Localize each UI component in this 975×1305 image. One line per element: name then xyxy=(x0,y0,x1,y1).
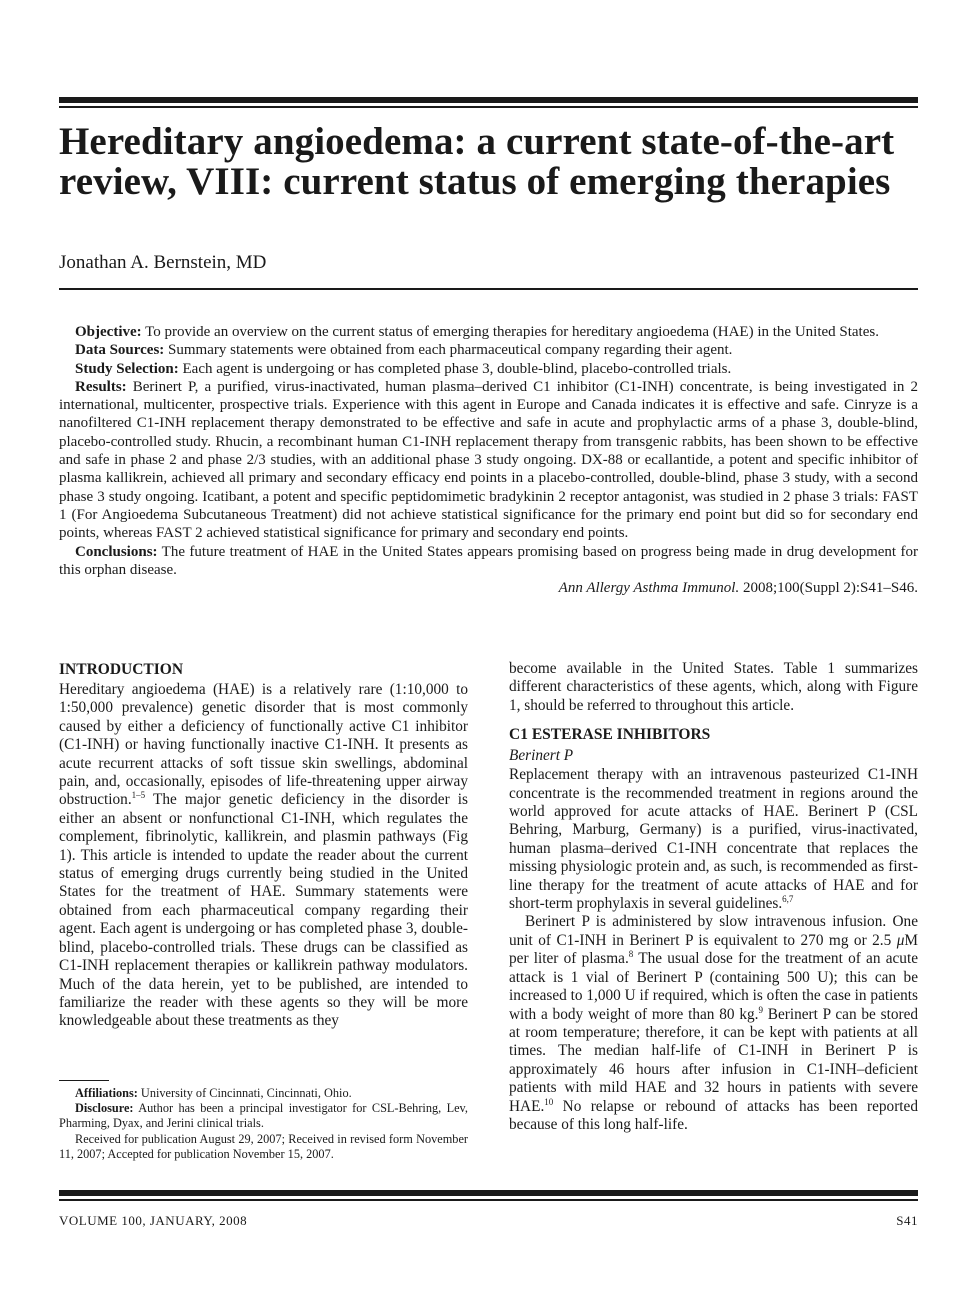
intro-text-a: Hereditary angioedema (HAE) is a relatively rare (1:10,000 to 1:50,000 prevalence) genetic disorder that is most commonly caused by either a deficiency of functionally active C1 inhibitor (C1-INH) or having functionally inactive C1-INH. It presents as acute recurrent attacks of soft tissue skin swellings, abdominal pain, and, occasionally, episodes of life-threatening upper airway obstruction. xyxy=(59,681,468,809)
intro-text-b: The major genetic deficiency in the disorder is either an absent or nonfunctional C1-INH, which regulates the complement, fibrinolytic, kallikrein, and plasmin pathways (Fig 1). This article is intended to update the reader about the current status of emerging drugs currently being studied in the United States for the treatment of HAE. Summary statements were obtained from each pharmaceutical company regarding their agent. Each agent is undergoing or has completed phase 3, double-blind, placebo-controlled trials. These drugs can be classified as C1-INH replacement therapies or kallikrein pathway modulators. Much of the data herein, yet to be published, are intended to familiarize the reader with these agents so they will be more knowledgeable about these treatments as they xyxy=(59,791,468,1030)
abstract-results xyxy=(59,378,918,543)
intro-ref: 1–5 xyxy=(131,790,146,801)
top-thick-rule xyxy=(59,97,918,103)
citation-journal: Ann Allergy Asthma Immunol. xyxy=(558,580,740,597)
berinert-p1-ref: 6,7 xyxy=(782,893,794,904)
affiliations-label: Affiliations: xyxy=(75,1086,138,1100)
objective-text: To provide an overview on the current status of emerging therapies for hereditary angioedema (HAE) in the United States. xyxy=(141,324,879,340)
footnote-affiliations xyxy=(59,1086,468,1101)
berinert-p2-c: The usual dose for the treatment of an acute attack is 1 vial of Berinert P (containing 500 U); this can be increased to 1,000 U if required, which is often the case in patients with a body weight of more than 80 kg. xyxy=(509,950,918,1023)
footer-volume: VOLUME 100, JANUARY, 2008 xyxy=(59,1213,248,1228)
abstract-data-sources xyxy=(59,341,918,359)
disclosure-label: Disclosure: xyxy=(75,1101,134,1116)
right-column xyxy=(509,660,918,1134)
berinert-p2-ref-1: 8 xyxy=(628,949,634,960)
introduction-paragraph xyxy=(59,681,468,1031)
footnotes xyxy=(59,1086,468,1162)
citation-details: 2008;100(Suppl 2):S41–S46. xyxy=(739,580,918,597)
bottom-thin-rule xyxy=(59,1199,918,1201)
introduction-continued: become available in the United States. Table 1 summarizes different characteristics of these agents, which, along with Figure 1, should be referred to throughout this article. xyxy=(509,660,918,714)
berinert-subheading: Berinert P xyxy=(509,747,574,765)
article-author: Jonathan A. Bernstein, MD xyxy=(59,252,267,273)
footnote-disclosure xyxy=(59,1101,468,1131)
study-selection-label: Study Selection: xyxy=(75,360,179,377)
berinert-p2-ref-3: 10 xyxy=(544,1096,554,1107)
mu-symbol: μ xyxy=(896,931,905,949)
study-selection-text: Each agent is undergoing or has completed phase 3, double-blind, placebo-controlled trials. xyxy=(178,360,732,377)
berinert-p2-d: Berinert P can be stored at room temperature; therefore, it can be kept with patients at all times. The median half-life of C1-INH in Berinert P is approximately 46 hours after infusion in C1-INH–deficient patients with mild HAE and 32 hours in patients with severe HAE. xyxy=(509,1005,919,1115)
berinert-paragraph-1 xyxy=(509,766,918,913)
bottom-thick-rule xyxy=(59,1190,918,1196)
disclosure-text: Author has been a principal investigator for CSL-Behring, Lev, Pharming, Dyax, and Jerini clinical trials. xyxy=(59,1101,468,1131)
top-thin-rule xyxy=(59,106,918,108)
conclusions-text: The future treatment of HAE in the United States appears promising based on progress being made in drug development for this orphan disease. xyxy=(59,543,918,578)
results-label: Results: xyxy=(75,378,127,395)
author-rule xyxy=(59,288,918,290)
data-sources-label: Data Sources: xyxy=(75,342,165,359)
article-title: Hereditary angioedema: a current state-of-the-art review, VIII: current status of emerging therapies xyxy=(59,120,895,203)
results-text: Berinert P, a purified, virus-inactivated, human plasma–derived C1 inhibitor (C1-INH) concentrate, is being investigated in 2 international, multicenter, prospective trials. Experience with this agent in Europe and Canada indicates it is effective and safe. Cinryze is a nanofiltered C1-INH replacement therapy demonstrated to be effective and safe in acute and prophylactic arms of a phase 3, double-blind, placebo-controlled study. Rhucin, a recombinant human C1-INH replacement therapy from transgenic rabbits, has been shown to be effective and safe in phase 2 and phase 2/3 studies, with an additional phase 3 study ongoing. DX-88 or ecallantide, a potent and specific inhibitor of plasma kallikrein, achieved all primary and secondary efficacy end points in a placebo-controlled, double-blind, phase 3 study, with a second phase 3 study ongoing. Icatibant, a potent and specific peptidomimetic bradykinin 2 receptor antagonist, was studied in 2 phase 3 trials: FAST 1 (For Angioedema Subcutaneous Treatment) did not achieve statistical significance for the primary end point but did so for secondary end points, whereas FAST 2 achieved statistical significance for primary and secondary end points. xyxy=(59,378,918,542)
introduction-heading: INTRODUCTION xyxy=(59,661,184,678)
footnote-received: Received for publication August 29, 2007; Received in revised form November 11, 2007; Accepted for publication November 15, 2007. xyxy=(59,1131,468,1161)
abstract-conclusions xyxy=(59,543,918,580)
citation xyxy=(59,579,918,597)
footer-page-number: S41 xyxy=(896,1213,918,1228)
berinert-p2-ref-2: 9 xyxy=(758,1004,763,1015)
left-column xyxy=(59,660,468,1031)
berinert-paragraph-2 xyxy=(509,913,918,1134)
abstract xyxy=(59,323,918,597)
footnote-separator xyxy=(59,1080,109,1081)
berinert-p1-text: Replacement therapy with an intravenous pasteurized C1-INH concentrate is the recommended treatment in regions around the world approved for acute attacks of HAE. Berinert P (CSL Behring, Marburg, Germany) is a purified, virus-inactivated, human plasma–derived C1-INH concentrate that replaces the missing physiologic protein and, as such, is recommended as first-line therapy for the treatment of acute attacks of HAE and for short-term prophylaxis in several guidelines. xyxy=(509,766,918,913)
objective-label: Objective: xyxy=(75,324,142,340)
berinert-p2-b: M per liter of plasma. xyxy=(509,931,918,968)
c1-esterase-heading: C1 ESTERASE INHIBITORS xyxy=(509,726,711,744)
berinert-p2-e: No relapse or rebound of attacks has been reported because of this long half-life. xyxy=(509,1097,918,1133)
abstract-objective xyxy=(59,323,918,341)
data-sources-text: Summary statements were obtained from each pharmaceutical company regarding their agent. xyxy=(164,342,733,359)
conclusions-label: Conclusions: xyxy=(75,543,158,560)
berinert-p2-a: Berinert P is administered by slow intravenous infusion. One unit of C1-INH in Berinert P is equivalent to 270 mg or 2.5 xyxy=(509,913,918,949)
affiliations-text: University of Cincinnati, Cincinnati, Ohio. xyxy=(137,1086,352,1100)
abstract-study-selection xyxy=(59,360,918,378)
